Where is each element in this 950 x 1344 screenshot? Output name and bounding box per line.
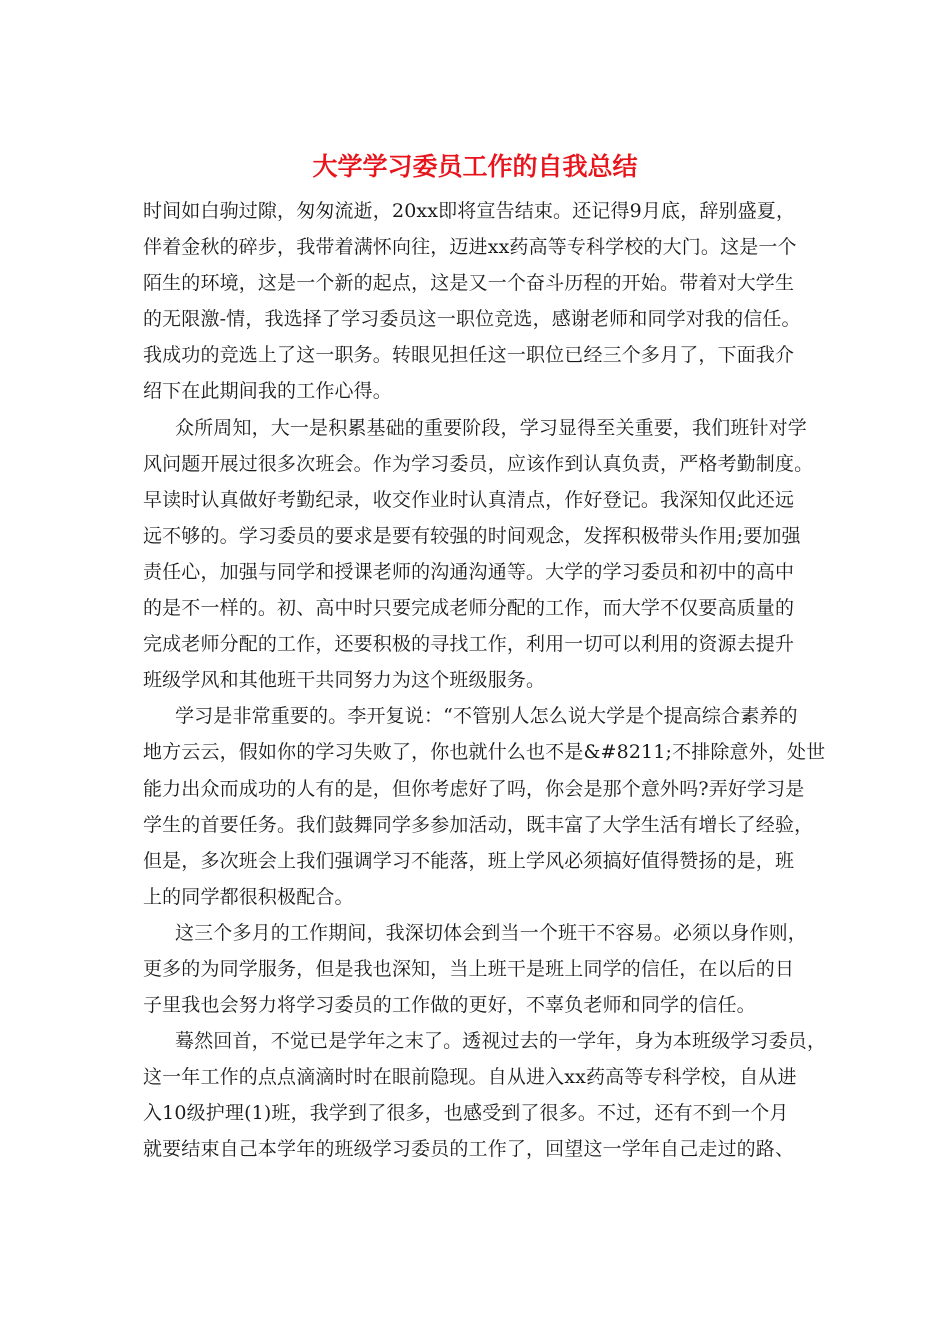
text-line: 的是不一样的。初、高中时只要完成老师分配的工作，而大学不仅要高质量的	[143, 597, 795, 620]
document-title: 大学学习委员工作的自我总结	[312, 152, 638, 181]
text-line: 就要结束自己本学年的班级学习委员的工作了，回望这一学年自己走过的路、	[143, 1138, 795, 1161]
text-line: 完成老师分配的工作，还要积极的寻找工作，利用一切可以利用的资源去提升	[143, 633, 795, 656]
text-line: 学习是非常重要的。李开复说：“不管别人怎么说大学是个提高综合素养的	[175, 705, 798, 728]
text-line: 能力出众而成功的人有的是，但你考虑好了吗，你会是那个意外吗?弄好学习是	[143, 777, 805, 800]
text-line: 学生的首要任务。我们鼓舞同学多参加活动，既丰富了大学生活有增长了经验，	[143, 813, 814, 836]
text-line: 蓦然回首，不觉已是学年之末了。透视过去的一学年，身为本班级学习委员，	[175, 1030, 827, 1053]
text-line: 入10级护理(1)班，我学到了很多，也感受到了很多。不过，还有不到一个月	[143, 1102, 789, 1125]
text-line: 但是，多次班会上我们强调学习不能落，班上学风必须搞好值得赞扬的是，班	[143, 849, 795, 872]
text-line: 子里我也会努力将学习委员的工作做的更好，不辜负老师和同学的信任。	[143, 994, 756, 1017]
text-line: 上的同学都很积极配合。	[143, 885, 354, 908]
text-line: 这三个多月的工作期间，我深切体会到当一个班干不容易。必须以身作则，	[175, 921, 807, 944]
text-line: 我成功的竞选上了这一职务。转眼见担任这一职位已经三个多月了，下面我介	[143, 344, 795, 367]
document-body	[143, 193, 827, 1168]
text-line: 伴着金秋的碎步，我带着满怀向往，迈进xx药高等专科学校的大门。这是一个	[143, 236, 797, 259]
text-line: 风问题开展过很多次班会。作为学习委员，应该作到认真负责，严格考勤制度。	[143, 452, 814, 475]
text-line: 早读时认真做好考勤纪录，收交作业时认真清点，作好登记。我深知仅此还远	[143, 488, 795, 511]
text-line: 更多的为同学服务，但是我也深知，当上班干是班上同学的信任，在以后的日	[143, 957, 795, 980]
text-line: 的无限激-情，我选择了学习委员这一职位竞选，感谢老师和同学对我的信任。	[143, 308, 801, 331]
text-line: 责任心，加强与同学和授课老师的沟通沟通等。大学的学习委员和初中的高中	[143, 560, 795, 583]
text-line: 时间如白驹过隙，匆匆流逝，20xx即将宣告结束。还记得9月底，辞别盛夏，	[143, 200, 796, 222]
text-line: 班级学风和其他班干共同努力为这个班级服务。	[143, 669, 546, 692]
text-line: 陌生的环境，这是一个新的起点，这是又一个奋斗历程的开始。带着对大学生	[143, 272, 795, 295]
text-line: 远不够的。学习委员的要求是要有较强的时间观念，发挥积极带头作用;要加强	[143, 524, 801, 547]
text-line: 众所周知，大一是积累基础的重要阶段，学习显得至关重要，我们班针对学	[175, 416, 807, 439]
text-line: 这一年工作的点点滴滴时时在眼前隐现。自从进入xx药高等专科学校，自从进	[143, 1066, 797, 1089]
text-line: 地方云云，假如你的学习失败了，你也就什么也不是&#8211;不排除意外，处世	[143, 741, 826, 764]
text-line: 绍下在此期间我的工作心得。	[143, 380, 392, 403]
